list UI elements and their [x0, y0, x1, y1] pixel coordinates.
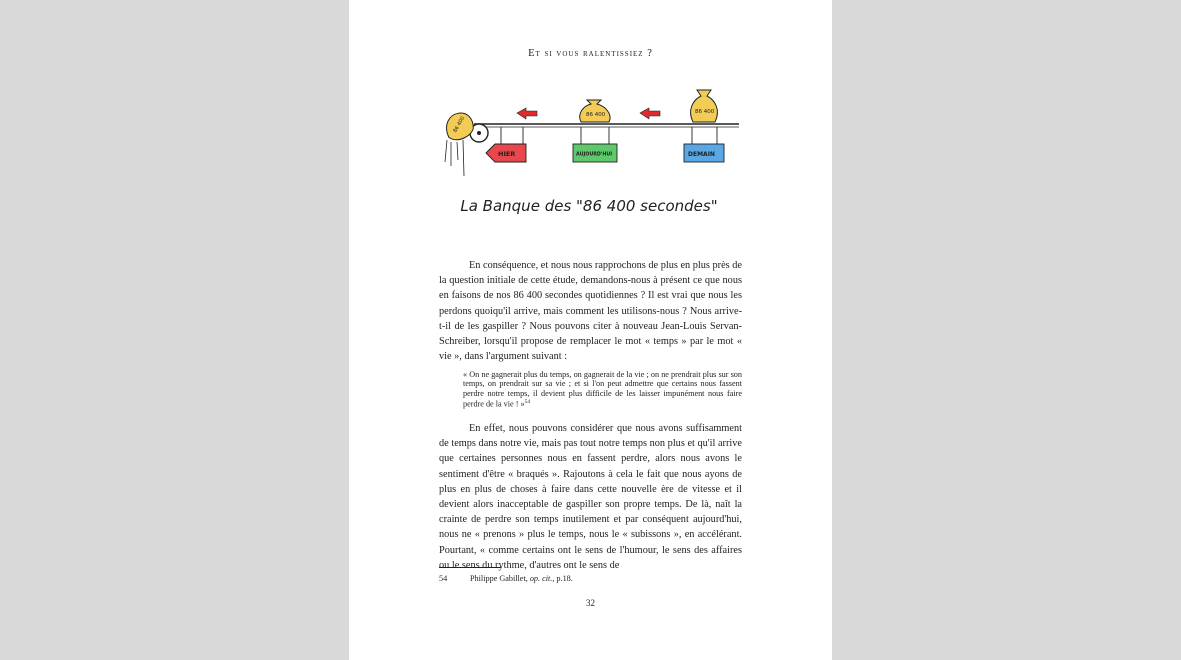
footnote-ref-italic: op. cit. [529, 574, 553, 583]
paragraph-2-text: En effet, nous pouvons considérer que nous avons suffisamment de temps dans notre vie, mais pas tout notre temps non plus et qu'il arrive que certaines personnes nous en fassent perdre, alors nous avons le sentiment d'être « braqués ». Rajoutons à cela le fait que nous ayons de plus en plus de choses à faire dans cette nouvelle ère de vitesse et il devient alors inacceptable de gaspiller son propre temps. De là, naît la crainte de perdre son temps inutilement et par conséquent aujourd'hui, nous ne « prenons » plus le temps, nous le « subissons », en accélérant. Pourtant, « comme certains ont le sens de l'humour, le sens des affaires ou le sens du rythme, d'autres ont le sens de [439, 423, 742, 571]
svg-text:DEMAIN: DEMAIN [688, 151, 715, 158]
svg-text:AUJOURD'HUI: AUJOURD'HUI [576, 152, 613, 158]
paragraph-1 [439, 258, 742, 364]
hier-sign [486, 144, 526, 162]
paragraph-1-text: En conséquence, et nous nous rapprochons de plus en plus près de la question initiale de cette étude, demandons-nous à présent ce que nous en faisons de nos 86 400 secondes quotidiennes ? Il est vrai que nous les perdons quoiqu'il arrive, mais comment les utilisons-nous ? Nous arrive-t-il de les gaspiller ? Nous pouvons citer à nouveau Jean-Louis Servan-Schreiber, lorsqu'il propose de remplacer le mot « temps » par le mot « vie », dans l'argument suivant : [439, 260, 742, 363]
svg-text:HIER: HIER [498, 150, 516, 158]
running-head: Et si vous ralentissiez ? [528, 48, 653, 59]
svg-text:86 400: 86 400 [586, 112, 606, 118]
footnote-reference[interactable]: 54 [524, 399, 531, 406]
paragraph-2 [439, 421, 742, 573]
svg-text:86 400: 86 400 [452, 115, 467, 134]
falling-money-bag [441, 109, 477, 176]
demain-sign [684, 144, 724, 162]
money-bag-tomorrow [691, 90, 718, 122]
svg-text:86 400: 86 400 [695, 109, 715, 115]
money-bag-today [580, 100, 610, 122]
block-quote [463, 370, 742, 409]
left-arrow-2 [640, 108, 660, 119]
page-number: 32 [586, 598, 595, 608]
footnote-page: , p.18. [552, 574, 573, 583]
aujourdhui-sign [573, 144, 617, 162]
footnote-divider [439, 567, 501, 568]
quote-text: « On ne gagnerait plus du temps, on gagnerait de la vie ; on ne prendrait plus sur son temps, on prendrait sur sa vie ; et si l'on peut admettre que certains nous fassent perdre notre temps, il devient plus difficile de les laisser impunément nous faire perdre de la vie ! » [463, 370, 742, 409]
bank-illustration [439, 86, 744, 231]
footnote [439, 574, 742, 584]
left-arrow-1 [517, 108, 537, 119]
illustration-caption: La Banque des "86 400 secondes" [460, 197, 718, 215]
footnote-author: Philippe Gabillet, [470, 574, 530, 583]
footnote-number: 54 [439, 574, 448, 583]
document-page [349, 0, 832, 660]
